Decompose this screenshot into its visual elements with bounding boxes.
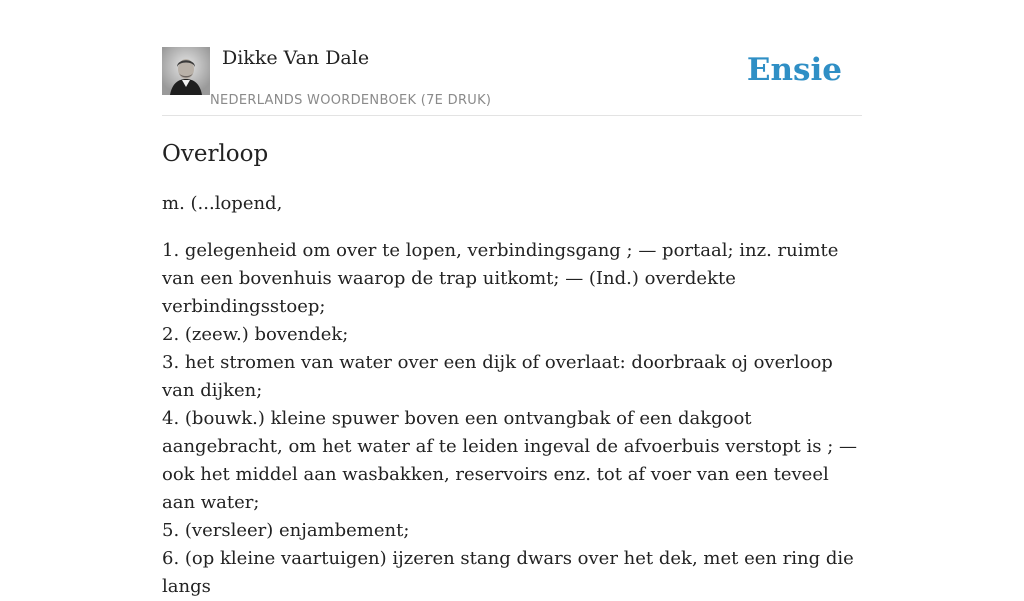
definition-item: 3. het stromen van water over een dijk of overlaat: doorbraak oj overloop van dijken; bbox=[162, 352, 833, 401]
site-header bbox=[162, 0, 862, 116]
definition-item: 1. gelegenheid om over te lopen, verbindingsgang ; — portaal; inz. ruimte van een bovenhuis waarop de trap uitkomt; — (Ind.) overdekte verbindingsstoep; bbox=[162, 240, 839, 317]
site-logo[interactable]: Ensie bbox=[746, 52, 842, 88]
definition-item: 4. (bouwk.) kleine spuwer boven een ontvangbak of een dakgoot aangebracht, om het water af te leiden ingeval de afvoerbuis verstopt is ; — ook het middel aan wasbakken, reservoirs enz. tot af voer van een teveel aan water; bbox=[162, 408, 857, 513]
definition-item: 2. (zeew.) bovendek; bbox=[162, 324, 349, 345]
entry-title: Overloop bbox=[162, 141, 269, 167]
definition-item: 5. (versleer) enjambement; bbox=[162, 520, 410, 541]
entry-content bbox=[162, 138, 864, 601]
portrait-avatar-icon bbox=[162, 47, 210, 95]
grammar-info: m. (...lopend, bbox=[162, 193, 283, 214]
author-name[interactable]: Dikke Van Dale bbox=[222, 47, 370, 69]
definition-item: 6. (op kleine vaartuigen) ijzeren stang dwars over het dek, met een ring die langs bbox=[162, 548, 854, 597]
author-avatar[interactable] bbox=[162, 47, 210, 95]
dictionary-name[interactable]: NEDERLANDS WOORDENBOEK (7E DRUK) bbox=[210, 93, 492, 108]
definitions-list bbox=[162, 237, 864, 601]
